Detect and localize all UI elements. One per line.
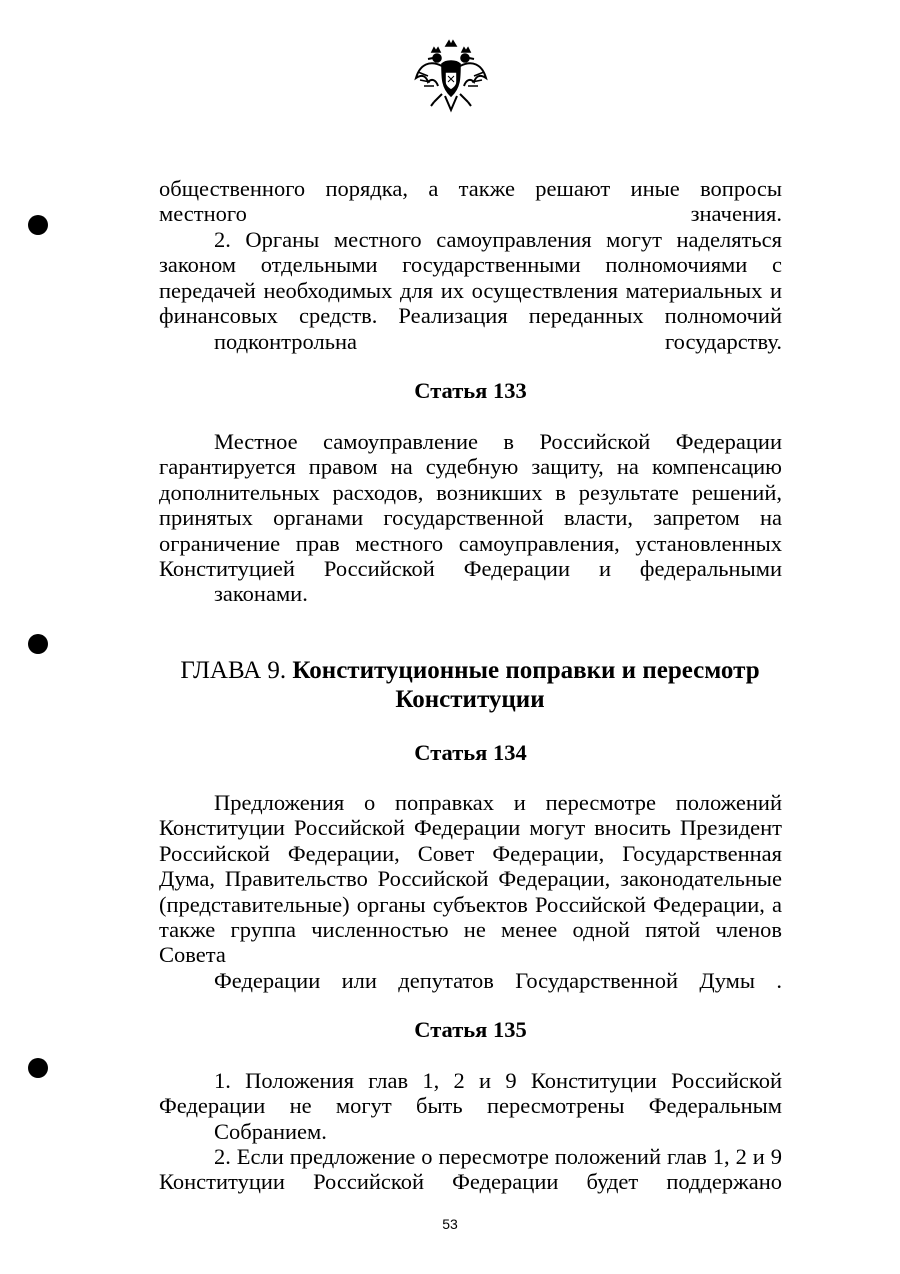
punch-hole-middle: [28, 634, 48, 654]
paragraph-article-134: [159, 790, 782, 993]
paragraph-continuation: [159, 176, 782, 227]
text-line: 2. Органы местного самоуправления могут наделяться: [214, 227, 782, 252]
text-line: Государственная Дума, Правительство Российской: [159, 840, 782, 892]
chapter-title-line-1: Конституционные поправки и пересмотр: [292, 657, 760, 684]
chapter-title-line-2: Конституции: [395, 686, 545, 713]
text-line: законом отдельными государственными полномочиями с: [159, 252, 782, 278]
paragraph-article-135-part-1: [159, 1068, 782, 1144]
text-line: Президент Российской Федерации, Совет Федерации,: [159, 815, 782, 866]
text-line: Федерации, законодательные (представительные) органы: [159, 866, 782, 917]
text-line: и 9 Конституции Российской Федерации будет поддержано: [159, 1144, 782, 1195]
text-line: принятых органами государственной власти, запретом на: [159, 505, 782, 531]
punch-hole-bottom: [28, 1058, 48, 1078]
text-line: Федерации или депутатов Государственной Думы .: [214, 967, 782, 993]
text-line: дополнительных расходов, возникших в результате решений,: [159, 479, 782, 505]
text-line: Собранием.: [214, 1118, 327, 1144]
paragraph-article-133: [159, 429, 782, 607]
text-line: Конституцией Российской Федерации и федеральными: [159, 556, 782, 582]
russian-double-headed-eagle-icon: [412, 38, 490, 116]
paragraph-article-132-part-2: [159, 227, 782, 354]
chapter-heading: [140, 656, 800, 714]
text-line: Предложения о поправках и пересмотре положений: [214, 790, 782, 815]
text-line: и финансовых средств. Реализация переданных полномочий: [159, 277, 782, 329]
text-line: местного значения.: [159, 201, 782, 227]
text-line: 2. Если предложение о пересмотре положений глав 1, 2: [214, 1144, 747, 1169]
text-line: подконтрольна государству.: [214, 328, 782, 354]
text-line: численностью не менее одной пятой членов Совета: [159, 917, 783, 968]
article-heading-134: Статья 134: [414, 740, 527, 765]
article-heading-135: Статья 135: [414, 1017, 527, 1042]
text-line: передачей необходимых для их осуществления материальных: [159, 277, 763, 303]
text-line: Федерации не могут быть пересмотрены Федеральным: [159, 1093, 782, 1119]
text-line: законами.: [214, 581, 308, 607]
text-line: Конституции Российской Федерации могут вносить: [159, 815, 671, 841]
text-line: гарантируется правом на судебную защиту, на компенсацию: [159, 454, 782, 480]
chapter-label: ГЛАВА 9.: [180, 657, 287, 684]
article-heading-133: Статья 133: [414, 378, 527, 403]
page-number: 53: [442, 1216, 458, 1232]
text-line: общественного порядка, а также решают иные вопросы: [159, 176, 782, 201]
paragraph-article-135-part-2: [159, 1144, 782, 1195]
text-line: 1. Положения глав 1, 2 и 9 Конституции Российской: [214, 1068, 782, 1093]
punch-hole-top: [28, 215, 48, 235]
text-line: субъектов Российской Федерации, а также группа: [159, 891, 782, 943]
text-line: ограничение прав местного самоуправления, установленных: [159, 530, 782, 556]
text-line: Местное самоуправление в Российской Федерации: [214, 429, 782, 454]
